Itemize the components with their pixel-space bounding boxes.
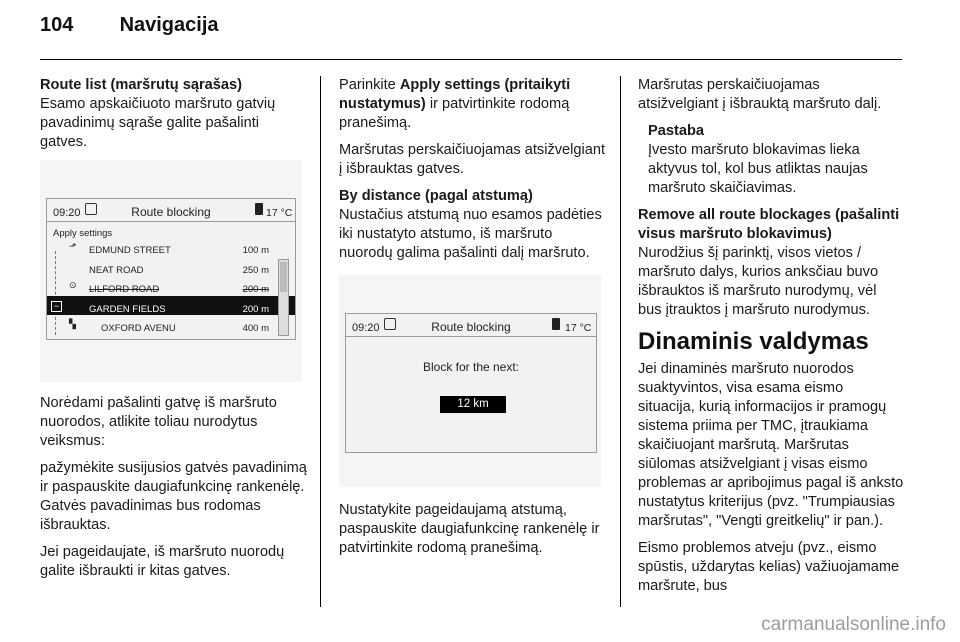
screen-temperature: 17 °C — [266, 207, 293, 219]
note-box — [648, 122, 904, 198]
scrollbar[interactable] — [278, 259, 289, 336]
column-divider — [320, 76, 321, 607]
route-rows — [47, 237, 295, 335]
page-number: 104 — [40, 14, 74, 36]
page-header — [40, 14, 219, 37]
column-divider — [620, 76, 621, 607]
column-3 — [638, 76, 904, 604]
col3-paragraph-2: Nurodžius šį parinktį, visos vietos / maršruto dalys, kurios anksčiau buvo išbrauktos iš maršruto nurodymų, vėl bus įtrauktos į maršruto nurodymus. — [638, 245, 879, 318]
route-row-selected[interactable]: − GARDEN FIELDS 200 m — [47, 296, 295, 316]
minus-icon: − — [51, 301, 62, 312]
watermark: carmanualsonline.info — [761, 614, 946, 635]
junction-icon: ▚ — [69, 319, 76, 330]
screen-title: Route blocking — [431, 320, 511, 334]
column-2 — [339, 76, 607, 566]
route-row[interactable]: ⬏ EDMUND STREET 100 m — [69, 241, 269, 256]
by-distance-heading: By distance (pagal atstumą) — [339, 188, 533, 204]
battery-icon — [552, 318, 560, 330]
route-list-heading: Route list (maršrutų sąrašas) — [40, 77, 242, 93]
col2-paragraph-1: Parinkite Apply settings (pritaikyti nustatymus) ir patvirtinkite rodomą pranešimą. — [339, 77, 571, 131]
scroll-thumb[interactable] — [280, 262, 287, 292]
col1-paragraph-2: pažymėkite susijusios gatvės pavadinimą ir paspauskite daugiafunkcinę rankenėlę. Gatvės pavadinimas bus rodomas išbrauktas. — [40, 460, 307, 533]
screen-time: 09:20 — [352, 322, 380, 334]
route-blocking-screen — [46, 198, 296, 340]
route-row-struck[interactable]: ⊙ LILFORD ROAD 200 m — [69, 280, 269, 296]
remove-all-heading: Remove all route blockages (pašalinti visus maršruto blokavimus) — [638, 207, 900, 242]
route-list-intro: Esamo apskaičiuoto maršruto gatvių pavadinimų sąraše galite pašalinti gatves. — [40, 96, 276, 150]
col3-paragraph-3: Jei dinaminės maršruto nuorodos suaktyvintos, visa esama eismo situacija, kurią informacijos ir pramogų sistema priima per TMC, įtraukiama skaičiuojant maršrutą. Maršrutas siūlomas atsižvelgiant į visas eismo problemas ar apribojimus pagal iš anksto nustatytus kriterijus (pvz. "Trumpiausias maršrutas", "Vengti greitkelių" ir pan.). — [638, 361, 904, 529]
col2-paragraph-2: Maršrutas perskaičiuojamas atsižvelgiant į išbrauktas gatves. — [339, 142, 606, 177]
section-title: Navigacija — [119, 14, 219, 36]
distance-value[interactable]: 12 km — [440, 396, 506, 413]
roundabout-icon: ⊙ — [69, 280, 77, 291]
apply-settings-item[interactable]: Apply settings — [53, 228, 113, 239]
distance-screenshot — [339, 275, 601, 487]
route-row[interactable]: ▚ OXFORD AVENU 400 m — [69, 319, 269, 335]
route-row[interactable]: NEAT ROAD 250 m — [89, 264, 269, 276]
note-title: Pastaba — [648, 123, 704, 139]
screen-time: 09:20 — [53, 207, 81, 219]
turn-icon: ⬏ — [69, 241, 77, 251]
col2-paragraph-3: Nustačius atstumą nuo esamos padėties iki nustatyto atstumo, iš maršruto nuorodų galima pašalinti dalį maršruto. — [339, 207, 602, 261]
col2-paragraph-4: Nustatykite pageidaujamą atstumą, paspauskite daugiafunkcinę rankenėlę ir patvirtinkite rodomą pranešimą. — [339, 502, 600, 556]
route-list-screenshot — [40, 160, 302, 382]
screen-temperature: 17 °C — [565, 322, 592, 334]
col3-paragraph-1: Maršrutas perskaičiuojamas atsižvelgiant į išbrauktą maršruto dalį. — [638, 77, 882, 112]
screen-title: Route blocking — [131, 205, 211, 219]
col1-paragraph-1: Norėdami pašalinti gatvę iš maršruto nuorodos, atlikite toliau nurodytus veiksmus: — [40, 395, 277, 449]
block-distance-screen — [345, 313, 597, 453]
col3-paragraph-4: Eismo problemos atveju (pvz., eismo spūstis, uždarytas kelias) važiuojamame maršrute, bus — [638, 540, 900, 594]
col1-paragraph-3: Jei pageidaujate, iš maršruto nuorodų galite išbraukti ir kitas gatves. — [40, 544, 285, 579]
battery-icon — [255, 203, 263, 215]
column-1 — [40, 76, 308, 589]
note-body: Įvesto maršruto blokavimas lieka aktyvus tol, kol bus atliktas naujas maršruto skaičiavimas. — [648, 142, 868, 196]
header-rule — [40, 59, 902, 60]
block-for-label: Block for the next: — [422, 360, 520, 374]
dynamic-guidance-title: Dinaminis valdymas — [638, 328, 869, 355]
